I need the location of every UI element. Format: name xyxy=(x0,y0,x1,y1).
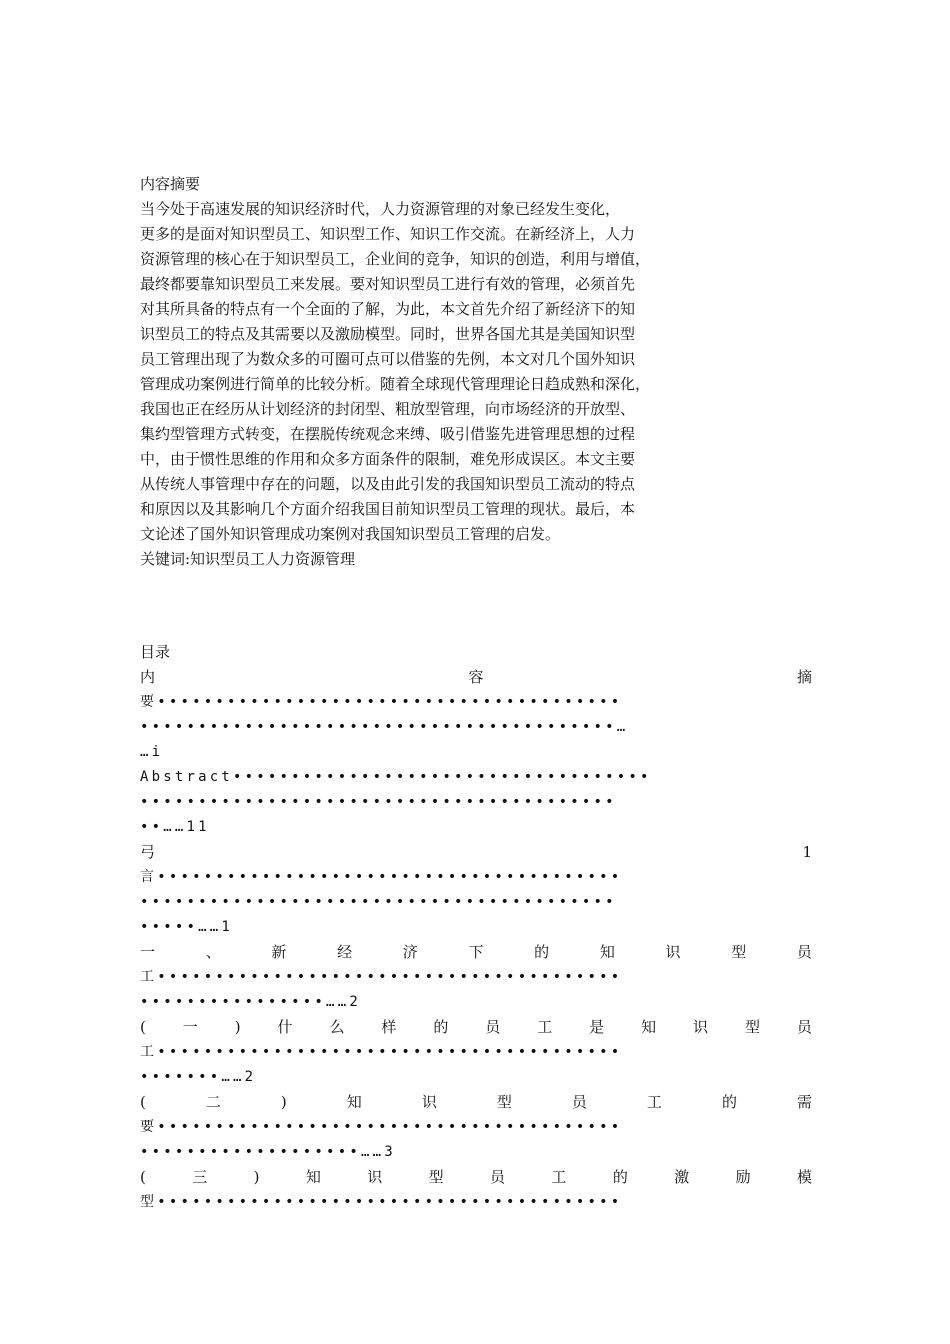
toc-glyph: ( xyxy=(140,1093,146,1111)
abstract-line: 识型员工的特点及其需要以及激励模型。同时，世界各国尤其是美国知识型 xyxy=(140,325,636,343)
toc-glyph: 员 xyxy=(796,1018,812,1036)
toc-glyph: 模 xyxy=(796,1168,812,1186)
abstract-line: 中，由于惯性思维的作用和众多方面条件的限制，难免形成误区。本文主要 xyxy=(140,450,636,468)
toc-glyph: ) xyxy=(253,1168,260,1186)
toc-dot-leader-line: ••……11 xyxy=(140,819,210,835)
toc-glyph: 1 xyxy=(802,843,812,861)
toc-glyph: 识 xyxy=(367,1168,383,1186)
abstract-line: 当今处于高速发展的知识经济时代，人力资源管理的对象已经发生变化， xyxy=(140,200,621,218)
toc-glyph: 知 xyxy=(305,1168,321,1186)
toc-heading: 目录 xyxy=(140,643,171,661)
toc-spread-line xyxy=(140,1090,812,1115)
toc-glyph: 三 xyxy=(192,1168,208,1186)
toc-glyph: ) xyxy=(280,1093,287,1111)
abstract-line: 对其所具备的特点有一个全面的了解，为此，本文首先介绍了新经济下的知 xyxy=(140,300,636,318)
toc-dot-leader-line: Abstract•••••••••••••••••••••••••••••••••••• xyxy=(140,769,652,785)
toc-spread-line xyxy=(140,940,812,965)
toc-spread-line xyxy=(140,665,812,690)
toc-glyph: 济 xyxy=(402,943,418,961)
abstract-line: 从传统人事管理中存在的问题，以及由此引发的我国知识型员工流动的特点 xyxy=(140,475,636,493)
toc-glyph: 工 xyxy=(551,1168,567,1186)
toc-glyph: 新 xyxy=(271,943,287,961)
toc-glyph: 、 xyxy=(205,943,221,961)
toc-glyph: 工 xyxy=(537,1018,553,1036)
toc-glyph: 识 xyxy=(693,1018,709,1036)
toc-dot-leader-line: •••••••••••••••••••……3 xyxy=(140,1144,396,1160)
toc-glyph: 识 xyxy=(421,1093,437,1111)
toc-glyph: 员 xyxy=(485,1018,501,1036)
toc-glyph: 激 xyxy=(674,1168,690,1186)
toc-glyph: 知 xyxy=(599,943,615,961)
toc-glyph: 内 xyxy=(140,668,156,686)
toc-glyph: 员 xyxy=(490,1168,506,1186)
toc-glyph: ( xyxy=(140,1168,146,1186)
abstract-body xyxy=(140,197,812,547)
toc-glyph: 励 xyxy=(735,1168,751,1186)
toc-dot-leader-line: 要•••••••••••••••••••••••••••••••••••••••• xyxy=(140,694,623,710)
toc-dot-leader-line: ••••••••••••••••……2 xyxy=(140,994,361,1010)
toc-glyph: 型 xyxy=(428,1168,444,1186)
toc-dot-leader-line: •••••••……2 xyxy=(140,1069,257,1085)
toc-glyph: 是 xyxy=(589,1018,605,1036)
toc-glyph: ( xyxy=(140,1018,146,1036)
toc-dot-leader-line: 型•••••••••••••••••••••••••••••••••••••••• xyxy=(140,1194,623,1210)
toc-glyph: 摘 xyxy=(796,668,812,686)
toc-dot-leader-line: 言•••••••••••••••••••••••••••••••••••••••• xyxy=(140,869,623,885)
toc-glyph: 二 xyxy=(205,1093,221,1111)
toc-dot-leader-line: •••••……1 xyxy=(140,919,234,935)
toc-dot-leader-line: ••••••••••••••••••••••••••••••••••••••••• xyxy=(140,794,617,810)
toc-glyph: 型 xyxy=(731,943,747,961)
toc-glyph: 型 xyxy=(496,1093,512,1111)
toc-glyph: 型 xyxy=(744,1018,760,1036)
abstract-heading: 内容摘要 xyxy=(140,175,201,193)
toc-dot-leader-line: ••••••••••••••••••••••••••••••••••••••••• xyxy=(140,894,617,910)
toc-dot-leader-line: 工•••••••••••••••••••••••••••••••••••••••• xyxy=(140,1044,623,1060)
abstract-line: 管理成功案例进行简单的比较分析。随着全球现代管理理论日趋成熟和深化， xyxy=(140,375,651,393)
toc-spread-line xyxy=(140,840,812,865)
toc-glyph: 一 xyxy=(182,1018,198,1036)
abstract-line: 集约型管理方式转变，在摆脱传统观念来缚、吸引借鉴先进管理思想的过程 xyxy=(140,425,636,443)
toc-glyph: 什 xyxy=(277,1018,293,1036)
toc-glyph: 经 xyxy=(337,943,353,961)
abstract-line: 和原因以及其影响几个方面介绍我国目前知识型员工管理的现状。最后，本 xyxy=(140,500,636,518)
abstract-line: 最终都要靠知识型员工来发展。要对知识型员工进行有效的管理，必须首先 xyxy=(140,275,636,293)
toc-glyph: 容 xyxy=(468,668,484,686)
toc-glyph: 员 xyxy=(571,1093,587,1111)
toc-spread-line xyxy=(140,1015,812,1040)
toc-glyph: 知 xyxy=(641,1018,657,1036)
keywords-line: 关键词:知识型员工人力资源管理 xyxy=(140,550,356,568)
abstract-line: 我国也正在经历从计划经济的封闭型、粗放型管理，向市场经济的开放型、 xyxy=(140,400,636,418)
toc-glyph: 工 xyxy=(646,1093,662,1111)
toc-glyph: 下 xyxy=(468,943,484,961)
abstract-line: 文论述了国外知识管理成功案例对我国知识型员工管理的启发。 xyxy=(140,525,561,543)
table-of-contents xyxy=(140,665,812,1215)
toc-dot-leader-line: •••••••••••••••••••••••••••••••••••••••••… xyxy=(140,719,629,735)
toc-glyph: 需 xyxy=(796,1093,812,1111)
toc-glyph: 的 xyxy=(612,1168,628,1186)
toc-dot-leader-line: 要•••••••••••••••••••••••••••••••••••••••• xyxy=(140,1119,623,1135)
toc-glyph: 么 xyxy=(329,1018,345,1036)
toc-dot-leader-line: 工•••••••••••••••••••••••••••••••••••••••• xyxy=(140,969,623,985)
document-page xyxy=(140,172,812,1215)
toc-glyph: ) xyxy=(234,1018,241,1036)
toc-glyph: 样 xyxy=(381,1018,397,1036)
toc-glyph: 员 xyxy=(796,943,812,961)
abstract-line: 员工管理出现了为数众多的可圈可点可以借鉴的先例，本文对几个国外知识 xyxy=(140,350,636,368)
abstract-line: 更多的是面对知识型员工、知识型工作、知识工作交流。在新经济上，人力 xyxy=(140,225,636,243)
toc-glyph: 的 xyxy=(433,1018,449,1036)
toc-glyph: 知 xyxy=(346,1093,362,1111)
toc-glyph: 的 xyxy=(721,1093,737,1111)
toc-glyph: 一 xyxy=(140,943,156,961)
toc-spread-line xyxy=(140,1165,812,1190)
toc-glyph: 的 xyxy=(534,943,550,961)
toc-dot-leader-line: …i xyxy=(140,744,164,760)
section-gap xyxy=(140,572,812,640)
abstract-line: 资源管理的核心在于知识型员工，企业间的竞争，知识的创造，利用与增值， xyxy=(140,250,651,268)
toc-glyph: 弓 xyxy=(140,843,156,861)
toc-glyph: 识 xyxy=(665,943,681,961)
